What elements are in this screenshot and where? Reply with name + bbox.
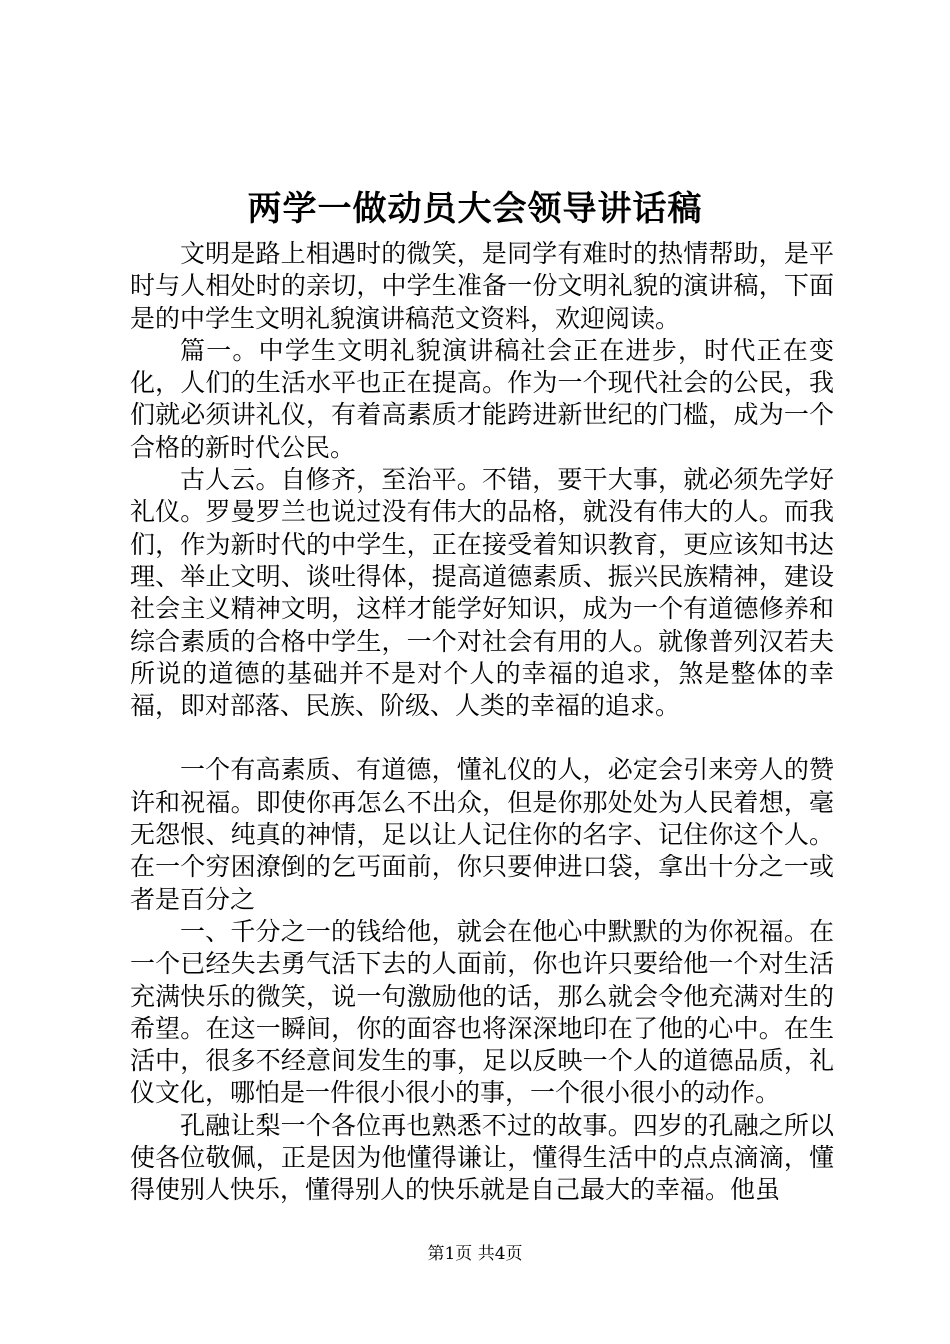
paragraph: 一个有高素质、有道德，懂礼仪的人，必定会引来旁人的赞许和祝福。即使你再怎么不出众，但是你那处处为人民着想，毫无怨恨、纯真的神情，足以让人记住你的名字、记住你这个人。在一个穷困潦倒的乞丐面前，你只要伸进口袋，拿出十分之一或者是百分之 (130, 755, 834, 914)
paragraph: 一、千分之一的钱给他，就会在他心中默默的为你祝福。在一个已经失去勇气活下去的人面前，你也许只要给他一个对生活充满快乐的微笑，说一句激励他的话，那么就会令他充满对生的希望。在这一瞬间，你的面容也将深深地印在了他的心中。在生活中，很多不经意间发生的事，足以反映一个人的道德品质，礼仪文化，哪怕是一件很小很小的事，一个很小很小的动作。 (130, 916, 834, 1108)
document-title: 两学一做动员大会领导讲话稿 (247, 189, 703, 229)
paragraph: 孔融让梨一个各位再也熟悉不过的故事。四岁的孔融之所以使各位敬佩，正是因为他懂得谦让，懂得生活中的点点滴滴，懂得使别人快乐，懂得别人的快乐就是自己最大的幸福。他虽 (130, 1110, 834, 1205)
paragraph: 篇一。中学生文明礼貌演讲稿社会正在进步，时代正在变化，人们的生活水平也正在提高。作为一个现代社会的公民，我们就必须讲礼仪，有着高素质才能跨进新世纪的门槛，成为一个合格的新时代公民。 (130, 335, 834, 462)
paragraph: 古人云。自修齐，至治平。不错，要干大事，就必须先学好礼仪。罗曼罗兰也说过没有伟大的品格，就没有伟大的人。而我们，作为新时代的中学生，正在接受着知识教育，更应该知书达理、举止文明、谈吐得体，提高道德素质、振兴民族精神，建设社会主义精神文明，这样才能学好知识，成为一个有道德修养和综合素质的合格中学生，一个对社会有用的人。就像普列汉若夫所说的道德的基础并不是对个人的幸福的追求，煞是整体的幸福，即对部落、民族、阶级、人类的幸福的追求。 (130, 465, 834, 721)
paragraph: 文明是路上相遇时的微笑，是同学有难时的热情帮助，是平时与人相处时的亲切，中学生准备一份文明礼貌的演讲稿，下面是的中学生文明礼貌演讲稿范文资料，欢迎阅读。 (130, 239, 834, 333)
document-body (130, 238, 834, 1207)
page-number-footer: 第1页 共4页 (427, 1244, 523, 1264)
